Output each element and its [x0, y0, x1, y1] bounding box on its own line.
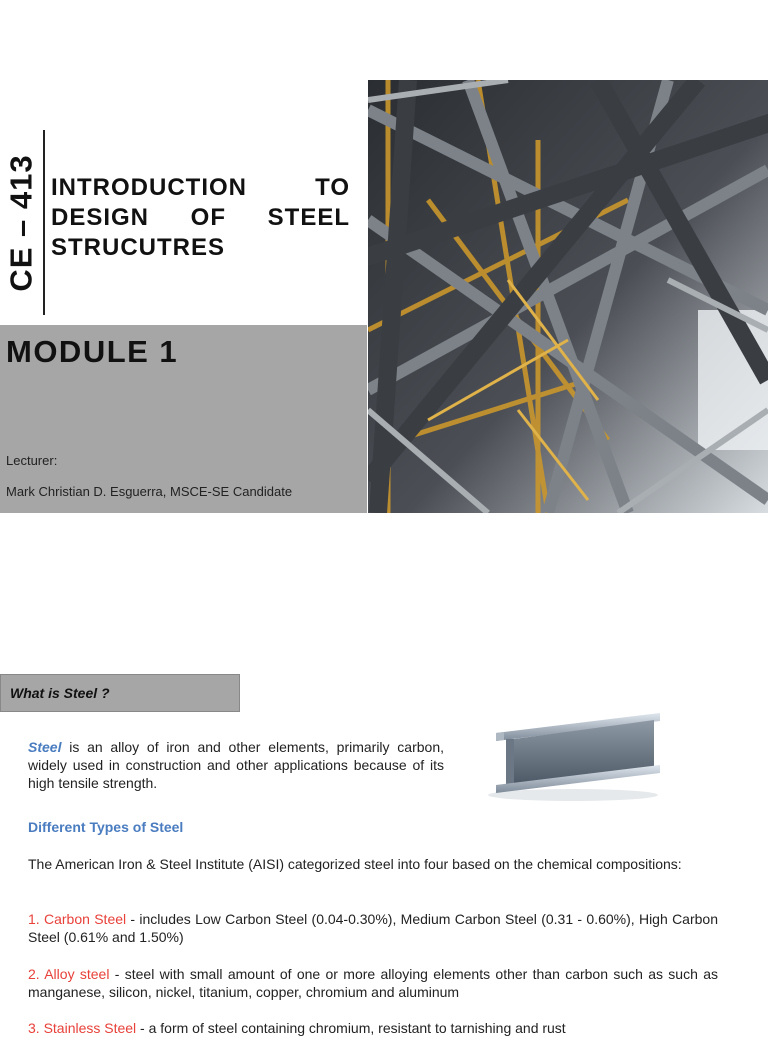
lecturer-name: Mark Christian D. Esguerra, MSCE-SE Candidate: [6, 484, 293, 499]
types-heading: Different Types of Steel: [28, 819, 184, 835]
steel-type-text: - steel with small amount of one or more alloying elements other than carbon such as such as manganese, silicon, nickel, titanium, copper, chromium and aluminum: [28, 966, 718, 1000]
steel-truss-graphic: [368, 80, 768, 513]
steel-definition-text: is an alloy of iron and other elements, primarily carbon, widely used in construction and other applications because of its high tensile strength.: [28, 739, 444, 791]
steel-beam-image: [478, 695, 678, 815]
steel-type-item: [28, 910, 718, 946]
i-beam-icon: [478, 695, 678, 815]
section-header: [0, 674, 240, 712]
section-title: What is Steel ?: [10, 685, 110, 701]
steel-term: Steel: [28, 739, 62, 755]
vertical-divider: [43, 130, 45, 315]
steel-type-text: - a form of steel containing chromium, resistant to tarnishing and rust: [136, 1020, 566, 1036]
steel-definition: [28, 738, 444, 792]
lecturer-label: Lecturer:: [6, 453, 58, 468]
module-label: MODULE 1: [6, 334, 179, 369]
steel-type-item: [28, 1019, 718, 1037]
steel-type-label: 1. Carbon Steel: [28, 911, 127, 927]
cover-title: INTRODUCTION TO DESIGN OF STEEL STRUCUTRES: [51, 174, 350, 261]
steel-type-item: [28, 965, 718, 1001]
steel-type-label: 3. Stainless Steel: [28, 1020, 137, 1036]
steel-bridge-photo: [368, 80, 768, 513]
steel-type-text: - includes Low Carbon Steel (0.04-0.30%), Medium Carbon Steel (0.31 - 0.60%), High Carbon Steel (0.61% and 1.50%): [28, 911, 718, 945]
course-code-text: CE – 413: [4, 153, 40, 292]
steel-type-label: 2. Alloy steel: [28, 966, 110, 982]
course-code: [0, 130, 44, 315]
aisi-intro: The American Iron & Steel Institute (AISI) categorized steel into four based on the chemical compositions:: [28, 856, 682, 872]
